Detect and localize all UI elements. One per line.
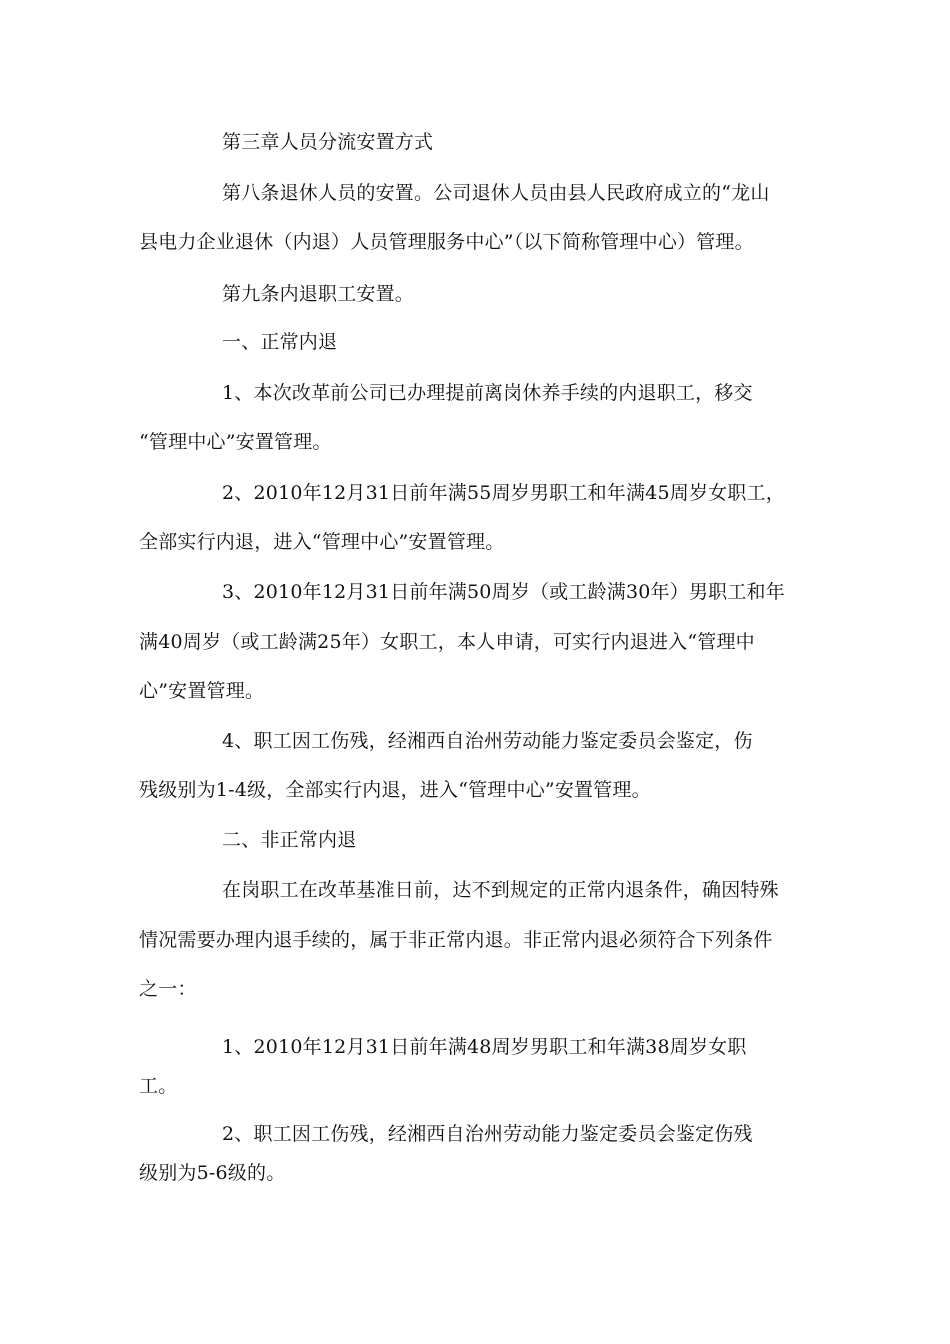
s2-intro-line3: 之一： — [139, 978, 197, 1000]
s2-item1-line2: 工。 — [139, 1075, 178, 1097]
s1-item4-line1: 4、职工因工伤残，经湘西自治州劳动能力鉴定委员会鉴定，伤 — [222, 730, 753, 752]
s2-intro-line2: 情况需要办理内退手续的，属于非正常内退。非正常内退必须符合下列条件 — [139, 929, 773, 951]
s2-intro-line1: 在岗职工在改革基准日前，达不到规定的正常内退条件，确因特殊 — [222, 879, 779, 901]
section1-heading: 一、正常内退 — [222, 331, 338, 353]
s1-item3-line3: 心”安置管理。 — [139, 680, 265, 702]
s1-item3-line1: 3、2010年12月31日前年满50周岁（或工龄满30年）男职工和年 — [222, 581, 785, 603]
s1-item1-line1: 1、本次改革前公司已办理提前离岗休养手续的内退职工，移交 — [222, 382, 753, 404]
chapter-heading: 第三章人员分流安置方式 — [222, 131, 434, 153]
s2-item2-line2: 级别为5-6级的。 — [139, 1162, 286, 1184]
s2-item2-line1: 2、职工因工伤残，经湘西自治州劳动能力鉴定委员会鉴定伤残 — [222, 1123, 753, 1145]
article8-text-line2: 县电力企业退休（内退）人员管理服务中心”（以下简称管理中心）管理。 — [139, 231, 754, 253]
article9-heading: 第九条内退职工安置。 — [222, 283, 415, 305]
section2-heading: 二、非正常内退 — [222, 829, 357, 851]
s1-item4-line2: 残级别为1-4级，全部实行内退，进入“管理中心”安置管理。 — [139, 779, 651, 801]
article8-text-line1: 第八条退休人员的安置。公司退休人员由县人民政府成立的“龙山 — [222, 182, 770, 204]
s1-item1-line2: “管理中心”安置管理。 — [139, 431, 332, 453]
s1-item2-line2: 全部实行内退，进入“管理中心”安置管理。 — [139, 531, 505, 553]
s2-item1-line1: 1、2010年12月31日前年满48周岁男职工和年满38周岁女职 — [222, 1036, 747, 1058]
s1-item3-line2: 满40周岁（或工龄满25年）女职工，本人申请，可实行内退进入“管理中 — [139, 631, 755, 653]
s1-item2-line1: 2、2010年12月31日前年满55周岁男职工和年满45周岁女职工， — [222, 482, 785, 504]
